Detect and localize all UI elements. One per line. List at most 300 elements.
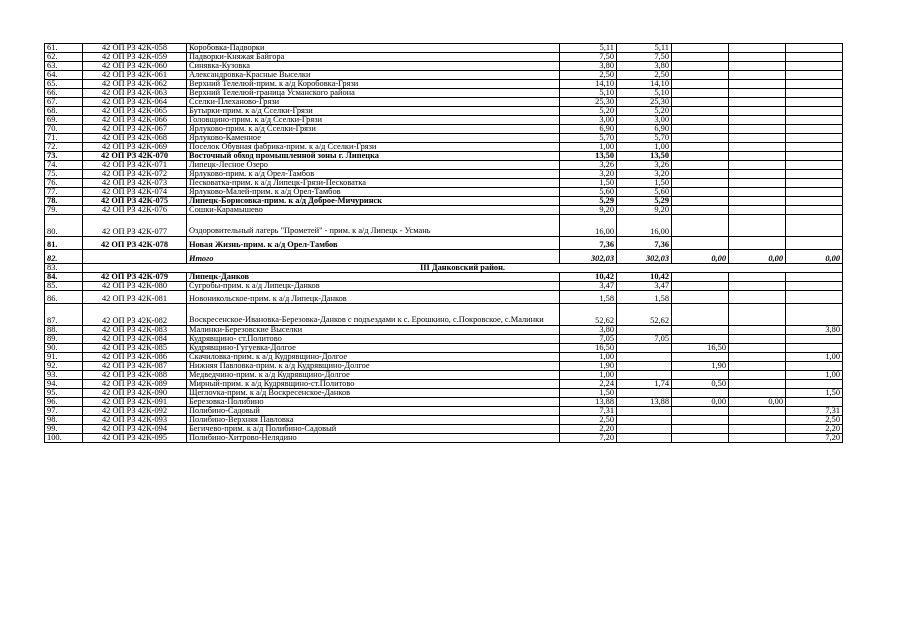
row-number-cell: 73.	[45, 152, 83, 161]
row-number-cell: 76.	[45, 179, 83, 188]
length-col2-cell: 3,26	[617, 161, 672, 170]
row-number-cell: 78.	[45, 197, 83, 206]
length-col2-cell: 5,20	[617, 107, 672, 116]
length-total-cell: 13,50	[560, 152, 617, 161]
road-code-cell: 42 ОП РЗ 42К-093	[83, 416, 187, 425]
row-number-cell: 74.	[45, 161, 83, 170]
road-code-cell: 42 ОП РЗ 42К-086	[83, 353, 187, 362]
row-number-cell: 62.	[45, 53, 83, 62]
road-code-cell: 42 ОП РЗ 42К-067	[83, 125, 187, 134]
length-total-cell: 2,24	[560, 380, 617, 389]
length-total-cell: 3,80	[560, 326, 617, 335]
length-col3-cell	[672, 215, 729, 237]
length-col4-cell	[729, 282, 786, 291]
road-code-cell: 42 ОП РЗ 42К-059	[83, 53, 187, 62]
road-code-cell: 42 ОП РЗ 42К-058	[83, 44, 187, 53]
road-name-cell: Сошки-Карамышево	[187, 206, 560, 215]
length-col2-cell: 25,30	[617, 98, 672, 107]
length-col5-cell	[786, 179, 843, 188]
length-total-cell: 7,31	[560, 407, 617, 416]
row-number-cell: 82.	[45, 250, 83, 264]
length-col3-cell	[672, 291, 729, 304]
table-row	[45, 416, 843, 425]
table-row	[45, 143, 843, 152]
road-name-cell: Восточный обход промышленной зоны г. Липецка	[187, 152, 560, 161]
road-code-cell: 42 ОП РЗ 42К-066	[83, 116, 187, 125]
length-col3-cell	[672, 282, 729, 291]
length-col5-cell	[786, 80, 843, 89]
length-col5-cell	[786, 98, 843, 107]
length-col4-cell	[729, 389, 786, 398]
row-number-cell: 96.	[45, 398, 83, 407]
length-col2-cell	[617, 371, 672, 380]
road-name-cell: Итого	[187, 250, 560, 264]
road-name-cell: Липецк-Лесное Озеро	[187, 161, 560, 170]
table-row	[45, 215, 843, 237]
road-name-cell: Мирный-прим. к а/д Кудрявщино-ст.Политово	[187, 380, 560, 389]
length-col4-cell	[729, 62, 786, 71]
road-code-cell: 42 ОП РЗ 42К-070	[83, 152, 187, 161]
length-col2-cell	[617, 344, 672, 353]
length-col5-cell: 2,20	[786, 425, 843, 434]
length-col4-cell	[729, 80, 786, 89]
length-col3-cell	[672, 134, 729, 143]
section-title-cell: III Данковский район.	[83, 264, 843, 273]
length-col2-cell	[617, 326, 672, 335]
table-row	[45, 125, 843, 134]
length-col3-cell	[672, 416, 729, 425]
length-col3-cell	[672, 304, 729, 326]
length-col5-cell	[786, 344, 843, 353]
length-col2-cell: 7,05	[617, 335, 672, 344]
length-total-cell: 7,36	[560, 237, 617, 250]
road-code-cell: 42 ОП РЗ 42К-094	[83, 425, 187, 434]
road-name-cell: Бегичево-прим. к а/д Полибино-Садовый	[187, 425, 560, 434]
row-number-cell: 77.	[45, 188, 83, 197]
length-col4-cell	[729, 371, 786, 380]
length-col4-cell	[729, 107, 786, 116]
row-number-cell: 70.	[45, 125, 83, 134]
table-row	[45, 107, 843, 116]
road-code-cell: 42 ОП РЗ 42К-065	[83, 107, 187, 116]
table-row	[45, 335, 843, 344]
row-number-cell: 75.	[45, 170, 83, 179]
length-col5-cell	[786, 380, 843, 389]
row-number-cell: 80.	[45, 215, 83, 237]
row-number-cell: 71.	[45, 134, 83, 143]
road-name-cell: Новая Жизнь-прим. к а/д Орел-Тамбов	[187, 237, 560, 250]
length-col2-cell	[617, 407, 672, 416]
length-col3-cell	[672, 125, 729, 134]
table-row	[45, 62, 843, 71]
length-total-cell: 52,62	[560, 304, 617, 326]
length-col5-cell	[786, 291, 843, 304]
table-row	[45, 389, 843, 398]
length-col4-cell	[729, 134, 786, 143]
length-col5-cell	[786, 161, 843, 170]
length-col5-cell	[786, 188, 843, 197]
road-code-cell: 42 ОП РЗ 42К-074	[83, 188, 187, 197]
length-col3-cell	[672, 71, 729, 80]
row-number-cell: 85.	[45, 282, 83, 291]
length-total-cell: 5,20	[560, 107, 617, 116]
length-col4-cell	[729, 344, 786, 353]
length-col5-cell	[786, 143, 843, 152]
table-row	[45, 152, 843, 161]
road-name-cell: Сугробы-прим. к а/д Липецк-Данков	[187, 282, 560, 291]
length-col4-cell	[729, 125, 786, 134]
length-col4-cell	[729, 44, 786, 53]
length-total-cell: 6,90	[560, 125, 617, 134]
length-col4-cell: 0,00	[729, 398, 786, 407]
length-col3-cell: 0,00	[672, 250, 729, 264]
row-number-cell: 86.	[45, 291, 83, 304]
length-col3-cell: 16,50	[672, 344, 729, 353]
road-code-cell: 42 ОП РЗ 42К-081	[83, 291, 187, 304]
length-col4-cell	[729, 237, 786, 250]
length-col5-cell	[786, 44, 843, 53]
row-number-cell: 98.	[45, 416, 83, 425]
length-col2-cell	[617, 389, 672, 398]
road-code-cell: 42 ОП РЗ 42К-077	[83, 215, 187, 237]
length-col5-cell	[786, 206, 843, 215]
length-col2-cell: 3,20	[617, 170, 672, 179]
row-number-cell: 64.	[45, 71, 83, 80]
road-name-cell: Синявка-Кузовка	[187, 62, 560, 71]
length-total-cell: 7,50	[560, 53, 617, 62]
length-col3-cell	[672, 425, 729, 434]
length-col3-cell	[672, 389, 729, 398]
road-name-cell: Поселок Обувная фабрика-прим. к а/д Сселки-Грязи	[187, 143, 560, 152]
length-total-cell: 5,10	[560, 89, 617, 98]
length-col3-cell	[672, 371, 729, 380]
table-row	[45, 398, 843, 407]
row-number-cell: 84.	[45, 273, 83, 282]
row-number-cell: 69.	[45, 116, 83, 125]
row-number-cell: 94.	[45, 380, 83, 389]
length-col2-cell: 16,00	[617, 215, 672, 237]
road-name-cell: Малинки-Березовские Выселки	[187, 326, 560, 335]
row-number-cell: 97.	[45, 407, 83, 416]
length-total-cell: 16,50	[560, 344, 617, 353]
length-col4-cell	[729, 380, 786, 389]
length-col5-cell	[786, 89, 843, 98]
length-col4-cell	[729, 197, 786, 206]
length-col4-cell	[729, 98, 786, 107]
road-code-cell: 42 ОП РЗ 42К-091	[83, 398, 187, 407]
row-number-cell: 83.	[45, 264, 83, 273]
length-col4-cell	[729, 304, 786, 326]
length-total-cell: 9,20	[560, 206, 617, 215]
length-col4-cell	[729, 143, 786, 152]
length-col5-cell	[786, 107, 843, 116]
length-col3-cell	[672, 89, 729, 98]
length-col3-cell	[672, 179, 729, 188]
length-col2-cell: 1,58	[617, 291, 672, 304]
length-col5-cell	[786, 170, 843, 179]
road-code-cell: 42 ОП РЗ 42К-090	[83, 389, 187, 398]
length-col3-cell	[672, 143, 729, 152]
length-col3-cell	[672, 326, 729, 335]
length-col5-cell	[786, 215, 843, 237]
length-col4-cell	[729, 335, 786, 344]
table-row	[45, 188, 843, 197]
length-col4-cell: 0,00	[729, 250, 786, 264]
table-row	[45, 53, 843, 62]
table-row	[45, 291, 843, 304]
length-col2-cell: 1,74	[617, 380, 672, 389]
road-name-cell: Оздоровительный лагерь "Прометей" - прим. к а/д Липецк - Усмань	[187, 215, 560, 237]
length-col5-cell	[786, 71, 843, 80]
table-row	[45, 44, 843, 53]
road-code-cell: 42 ОП РЗ 42К-063	[83, 89, 187, 98]
road-name-cell: Песковатка-прим. к а/д Липецк-Грязи-Песковатка	[187, 179, 560, 188]
table-row	[45, 282, 843, 291]
length-col2-cell: 5,29	[617, 197, 672, 206]
length-col5-cell	[786, 335, 843, 344]
road-name-cell: Александровка-Красные Выселки	[187, 71, 560, 80]
length-col2-cell: 2,50	[617, 71, 672, 80]
row-number-cell: 93.	[45, 371, 83, 380]
length-col4-cell	[729, 161, 786, 170]
length-col5-cell: 1,00	[786, 371, 843, 380]
road-code-cell: 42 ОП РЗ 42К-079	[83, 273, 187, 282]
table-row	[45, 206, 843, 215]
table-row	[45, 407, 843, 416]
road-name-cell: Полибино-Верхняя Павловка	[187, 416, 560, 425]
length-total-cell: 10,42	[560, 273, 617, 282]
table-row	[45, 353, 843, 362]
length-col3-cell	[672, 206, 729, 215]
length-col2-cell: 7,36	[617, 237, 672, 250]
table-row	[45, 434, 843, 443]
table-row	[45, 71, 843, 80]
length-col5-cell	[786, 116, 843, 125]
table-row	[45, 80, 843, 89]
length-col2-cell: 1,00	[617, 143, 672, 152]
length-col3-cell	[672, 80, 729, 89]
length-col5-cell	[786, 134, 843, 143]
road-code-cell: 42 ОП РЗ 42К-087	[83, 362, 187, 371]
table-row	[45, 98, 843, 107]
road-name-cell: Скачиловка-прим. к а/д Кудрявщино-Долгое	[187, 353, 560, 362]
length-col5-cell	[786, 273, 843, 282]
road-code-cell	[83, 250, 187, 264]
road-code-cell: 42 ОП РЗ 42К-069	[83, 143, 187, 152]
table-row	[45, 197, 843, 206]
row-number-cell: 89.	[45, 335, 83, 344]
road-name-cell: Бутырки-прим. к а/д Сселки-Грязи	[187, 107, 560, 116]
road-name-cell: Коробовка-Падворки	[187, 44, 560, 53]
table-row	[45, 273, 843, 282]
road-code-cell: 42 ОП РЗ 42К-062	[83, 80, 187, 89]
length-col5-cell	[786, 362, 843, 371]
table-row	[45, 170, 843, 179]
length-col3-cell	[672, 152, 729, 161]
length-col3-cell	[672, 62, 729, 71]
road-code-cell: 42 ОП РЗ 42К-071	[83, 161, 187, 170]
road-code-cell: 42 ОП РЗ 42К-068	[83, 134, 187, 143]
length-col5-cell: 1,50	[786, 389, 843, 398]
road-code-cell: 42 ОП РЗ 42К-073	[83, 179, 187, 188]
length-col4-cell	[729, 89, 786, 98]
road-name-cell: Верхний Телелюй-прим. к а/д Коробовка-Грязи	[187, 80, 560, 89]
road-name-cell: Полибино-Хитрово-Нелядино	[187, 434, 560, 443]
table-row	[45, 344, 843, 353]
length-col2-cell: 3,00	[617, 116, 672, 125]
length-col2-cell: 302,03	[617, 250, 672, 264]
table-row	[45, 264, 843, 273]
table-row	[45, 362, 843, 371]
length-col3-cell: 1,90	[672, 362, 729, 371]
road-name-cell: Липецк-Данков	[187, 273, 560, 282]
length-col2-cell: 5,11	[617, 44, 672, 53]
length-col5-cell	[786, 282, 843, 291]
length-col2-cell: 13,50	[617, 152, 672, 161]
road-name-cell: Медведчино-прим. к а/д Кудрявщино-Долгое	[187, 371, 560, 380]
length-total-cell: 3,00	[560, 116, 617, 125]
length-col2-cell: 7,50	[617, 53, 672, 62]
road-code-cell: 42 ОП РЗ 42К-092	[83, 407, 187, 416]
length-col3-cell	[672, 107, 729, 116]
length-col4-cell	[729, 116, 786, 125]
length-col3-cell	[672, 188, 729, 197]
length-col2-cell: 5,70	[617, 134, 672, 143]
length-total-cell: 1,00	[560, 353, 617, 362]
length-col2-cell: 52,62	[617, 304, 672, 326]
road-name-cell: Ярлуково-Каменное	[187, 134, 560, 143]
row-number-cell: 88.	[45, 326, 83, 335]
road-name-cell: Воскресенское-Ивановка-Березовка-Данков с подъездами к с. Ерошкино, с.Покровское, с.Малинки	[187, 304, 560, 326]
road-code-cell: 42 ОП РЗ 42К-080	[83, 282, 187, 291]
table-row	[45, 237, 843, 250]
length-total-cell: 3,80	[560, 62, 617, 71]
table-row	[45, 179, 843, 188]
row-number-cell: 90.	[45, 344, 83, 353]
length-col2-cell: 1,50	[617, 179, 672, 188]
length-col5-cell	[786, 152, 843, 161]
length-total-cell: 2,20	[560, 425, 617, 434]
road-name-cell: Кудрявщино- ст.Политово	[187, 335, 560, 344]
road-name-cell: Новоникольское-прим. к а/д Липецк-Данков	[187, 291, 560, 304]
length-total-cell: 16,00	[560, 215, 617, 237]
length-col2-cell: 9,20	[617, 206, 672, 215]
length-total-cell: 7,20	[560, 434, 617, 443]
length-col5-cell: 0,00	[786, 250, 843, 264]
length-total-cell: 13,88	[560, 398, 617, 407]
road-name-cell: Сселки-Плехановo-Грязи	[187, 98, 560, 107]
road-name-cell: Ярлуково-Малей-прим. к а/д Орел-Тамбов	[187, 188, 560, 197]
length-total-cell: 3,47	[560, 282, 617, 291]
table-row	[45, 371, 843, 380]
length-total-cell: 5,60	[560, 188, 617, 197]
length-total-cell: 1,58	[560, 291, 617, 304]
length-col4-cell	[729, 170, 786, 179]
row-number-cell: 65.	[45, 80, 83, 89]
length-col4-cell	[729, 326, 786, 335]
road-name-cell: Ярлуково-прим. к а/д Орел-Тамбов	[187, 170, 560, 179]
row-number-cell: 95.	[45, 389, 83, 398]
road-name-cell: Щеглovка-прим. к а/д Воскресенское-Данков	[187, 389, 560, 398]
table-row	[45, 304, 843, 326]
length-col3-cell	[672, 335, 729, 344]
row-number-cell: 100.	[45, 434, 83, 443]
length-col2-cell	[617, 425, 672, 434]
road-code-cell: 42 ОП РЗ 42К-075	[83, 197, 187, 206]
length-col4-cell	[729, 71, 786, 80]
length-total-cell: 3,20	[560, 170, 617, 179]
length-col2-cell: 3,47	[617, 282, 672, 291]
length-col3-cell: 0,00	[672, 398, 729, 407]
length-col5-cell: 2,50	[786, 416, 843, 425]
road-code-cell: 42 ОП РЗ 42К-076	[83, 206, 187, 215]
length-col4-cell	[729, 273, 786, 282]
length-col5-cell	[786, 197, 843, 206]
road-code-cell: 42 ОП РЗ 42К-095	[83, 434, 187, 443]
length-total-cell: 1,00	[560, 143, 617, 152]
table-row	[45, 89, 843, 98]
length-col4-cell	[729, 353, 786, 362]
table-row	[45, 425, 843, 434]
length-col3-cell	[672, 197, 729, 206]
row-number-cell: 91.	[45, 353, 83, 362]
length-total-cell: 25,30	[560, 98, 617, 107]
row-number-cell: 61.	[45, 44, 83, 53]
row-number-cell: 81.	[45, 237, 83, 250]
length-col5-cell	[786, 53, 843, 62]
length-col4-cell	[729, 416, 786, 425]
row-number-cell: 68.	[45, 107, 83, 116]
length-total-cell: 1,50	[560, 389, 617, 398]
length-total-cell: 7,05	[560, 335, 617, 344]
length-col3-cell	[672, 273, 729, 282]
length-col3-cell	[672, 44, 729, 53]
length-col3-cell	[672, 407, 729, 416]
length-col3-cell	[672, 434, 729, 443]
road-name-cell: Липецк-Борисовка-прим. к а/д Доброе-Мичуринск	[187, 197, 560, 206]
length-col2-cell	[617, 362, 672, 371]
table-row	[45, 161, 843, 170]
length-total-cell: 2,50	[560, 71, 617, 80]
length-col4-cell	[729, 291, 786, 304]
road-name-cell: Ярлуково-прим. к а/д Сселки-Грязи	[187, 125, 560, 134]
road-code-cell: 42 ОП РЗ 42К-085	[83, 344, 187, 353]
length-col2-cell: 14,10	[617, 80, 672, 89]
length-col4-cell	[729, 362, 786, 371]
length-col5-cell	[786, 125, 843, 134]
length-col3-cell	[672, 98, 729, 107]
length-col2-cell: 5,10	[617, 89, 672, 98]
length-col2-cell: 6,90	[617, 125, 672, 134]
length-col5-cell: 7,20	[786, 434, 843, 443]
length-col2-cell	[617, 416, 672, 425]
length-col4-cell	[729, 425, 786, 434]
length-total-cell: 1,00	[560, 371, 617, 380]
table-row	[45, 326, 843, 335]
road-code-cell: 42 ОП РЗ 42К-084	[83, 335, 187, 344]
length-col3-cell	[672, 116, 729, 125]
road-name-cell: Березовка-Полибино	[187, 398, 560, 407]
row-number-cell: 72.	[45, 143, 83, 152]
table-row	[45, 134, 843, 143]
length-col5-cell: 3,80	[786, 326, 843, 335]
length-col2-cell	[617, 434, 672, 443]
length-total-cell: 1,50	[560, 179, 617, 188]
row-number-cell: 63.	[45, 62, 83, 71]
length-col3-cell	[672, 237, 729, 250]
length-col5-cell	[786, 62, 843, 71]
road-code-cell: 42 ОП РЗ 42К-089	[83, 380, 187, 389]
